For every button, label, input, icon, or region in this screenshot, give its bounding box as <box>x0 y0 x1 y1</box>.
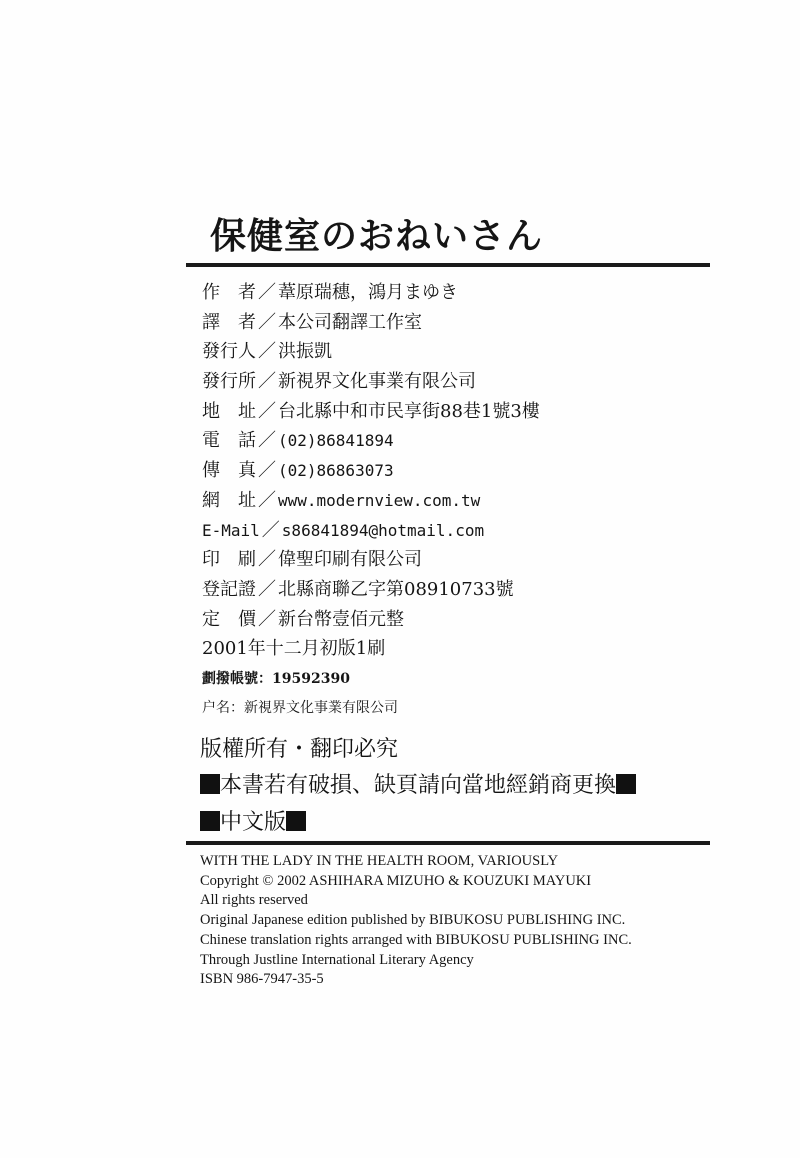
info-label: 傳 真 <box>202 460 256 482</box>
info-row-price <box>202 605 540 635</box>
book-title: 保健室のおねいさん <box>210 215 544 257</box>
info-label: 定 價 <box>202 608 256 630</box>
info-row-email <box>202 516 540 546</box>
account-name-value: 新視界文化事業有限公司 <box>244 700 398 716</box>
english-isbn: ISBN 986-7947-35-5 <box>200 971 324 988</box>
english-original-edition: Original Japanese edition published by BIBUKOSU PUBLISHING INC. <box>200 912 626 929</box>
info-label: 登記證 <box>202 578 256 600</box>
copyright-notice-cn: 版權所有・翻印必究 <box>200 737 399 762</box>
edition-notice-text: 中文版 <box>220 810 287 835</box>
info-label: 發行所 <box>202 371 256 393</box>
damage-notice-text: 本書若有破損、缺頁請向當地經銷商更換 <box>220 773 617 798</box>
info-row-website <box>202 486 540 516</box>
info-label: 印 刷 <box>202 549 256 571</box>
info-value: 2001年十二月初版1刷 <box>202 638 386 660</box>
info-value: (02)86841894 <box>278 431 394 451</box>
account-number-value: 19592390 <box>272 671 350 687</box>
info-value: (02)86863073 <box>278 461 394 481</box>
account-number-label: 劃撥帳號： <box>202 671 272 687</box>
info-value: 台北縣中和市民享街88巷1號3樓 <box>278 400 540 422</box>
info-separator: ／ <box>258 400 276 422</box>
info-row-publisher <box>202 367 540 397</box>
info-label: 網 址 <box>202 489 256 511</box>
damage-replacement-notice <box>200 768 636 799</box>
info-row-registration <box>202 575 540 605</box>
english-rights: All rights reserved <box>200 892 308 909</box>
info-label: 作 者 <box>202 282 256 303</box>
info-separator: ／ <box>258 460 276 482</box>
info-row-edition-date <box>202 634 540 664</box>
info-row-phone <box>202 426 540 456</box>
info-value: 葦原瑞穗，鴻月まゆき <box>278 282 458 303</box>
info-separator: ／ <box>258 282 276 303</box>
black-square-icon <box>616 774 636 794</box>
info-label: 電 話 <box>202 430 256 452</box>
english-credits <box>200 852 632 990</box>
info-label: E-Mail <box>202 520 260 540</box>
info-label: 地 址 <box>202 400 256 422</box>
info-separator: ／ <box>258 489 276 511</box>
info-separator: ／ <box>258 371 276 393</box>
info-separator: ／ <box>258 549 276 571</box>
publication-info <box>202 278 540 664</box>
info-row-fax <box>202 456 540 486</box>
postal-account-name <box>202 697 398 717</box>
info-value: 北縣商聯乙字第08910733號 <box>278 578 514 600</box>
website-link: www.modernview.com.tw <box>278 490 481 510</box>
info-value: 本公司翻譯工作室 <box>278 311 422 333</box>
info-separator: ／ <box>258 578 276 600</box>
english-title: WITH THE LADY IN THE HEALTH ROOM, VARIOUSLY <box>200 853 559 869</box>
black-square-icon <box>200 811 220 831</box>
account-name-label: 户名： <box>202 700 244 716</box>
info-separator: ／ <box>261 519 280 541</box>
info-separator: ／ <box>258 341 276 363</box>
info-row-address <box>202 397 540 427</box>
info-value: 洪振凱 <box>278 341 332 363</box>
info-row-publisher-person <box>202 337 540 367</box>
title-divider <box>186 263 710 267</box>
info-value: 新視界文化事業有限公司 <box>278 371 476 393</box>
email-link: s86841894@hotmail.com <box>281 520 485 540</box>
info-separator: ／ <box>258 430 276 452</box>
info-value: 偉聖印刷有限公司 <box>278 549 422 571</box>
english-section-divider <box>186 841 710 845</box>
info-row-translator <box>202 308 540 338</box>
info-row-printer <box>202 545 540 575</box>
info-separator: ／ <box>258 311 276 333</box>
edition-notice <box>200 805 306 836</box>
black-square-icon <box>200 774 220 794</box>
black-square-icon <box>286 811 306 831</box>
info-label: 發行人 <box>202 341 256 363</box>
english-agency: Through Justline International Literary Agency <box>200 951 474 968</box>
postal-account-number <box>202 668 350 688</box>
info-separator: ／ <box>258 608 276 630</box>
info-value: 新台幣壹佰元整 <box>278 608 404 630</box>
english-copyright: Copyright © 2002 ASHIHARA MIZUHO & KOUZUKI MAYUKI <box>200 872 592 889</box>
info-label: 譯 者 <box>202 311 256 333</box>
english-translation-rights: Chinese translation rights arranged with BIBUKOSU PUBLISHING INC. <box>200 931 632 948</box>
info-row-author <box>202 278 540 308</box>
